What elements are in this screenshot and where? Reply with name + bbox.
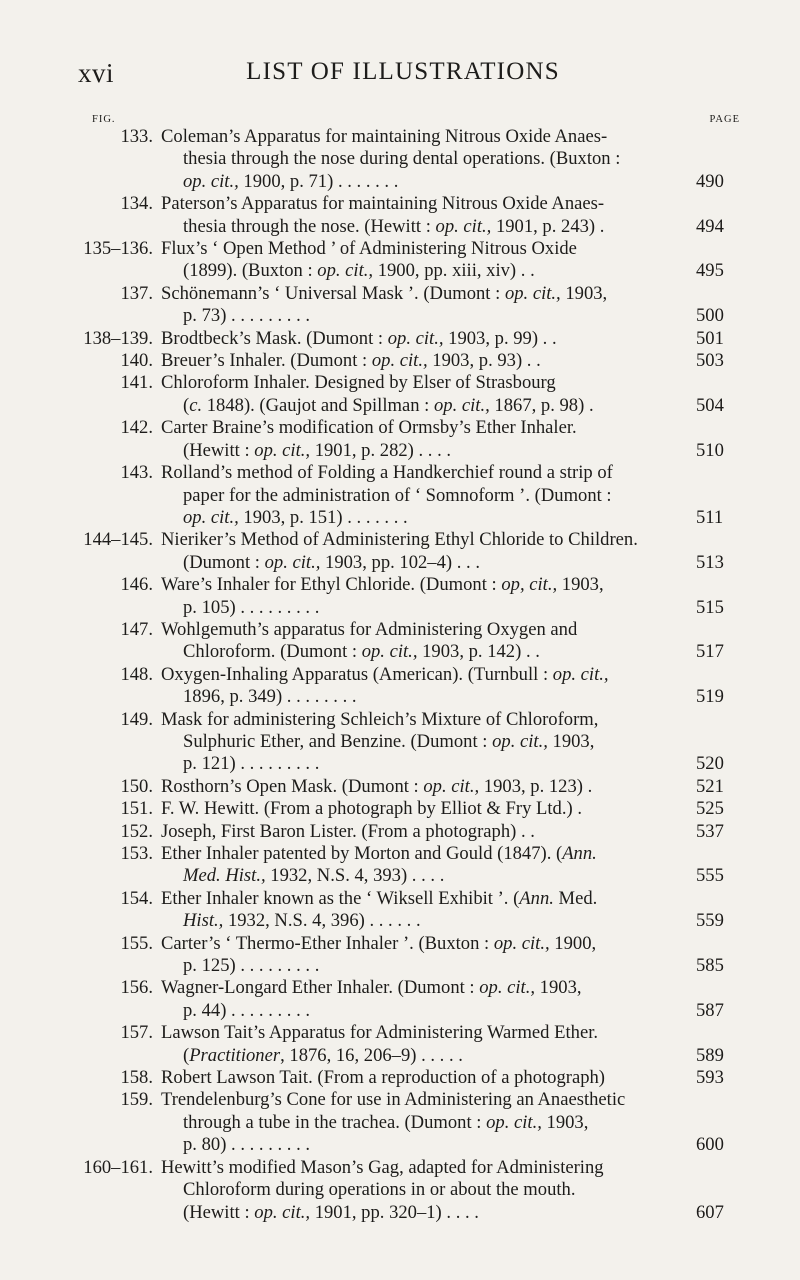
caption bbox=[161, 238, 683, 283]
figure-number: 141. bbox=[120, 372, 153, 394]
figure-number: 158. bbox=[120, 1067, 153, 1089]
page-ref: 515 bbox=[696, 596, 724, 618]
caption bbox=[161, 372, 683, 417]
list-item bbox=[0, 619, 800, 664]
caption bbox=[161, 888, 683, 933]
figure-number: 138–139. bbox=[83, 327, 153, 349]
list-item bbox=[0, 529, 800, 574]
caption-line: Paterson’s Apparatus for maintaining Nitrous Oxide Anaes- bbox=[161, 193, 605, 215]
caption-line: p. 121) . . . . . . . . . bbox=[183, 753, 320, 775]
list-item bbox=[0, 798, 800, 820]
page-ref: 513 bbox=[696, 551, 724, 573]
figure-number: 154. bbox=[120, 887, 153, 909]
caption-line: Ether Inhaler patented by Morton and Gould (1847). (Ann. bbox=[161, 843, 597, 864]
page-ref: 511 bbox=[696, 506, 724, 528]
page-ref: 517 bbox=[696, 641, 724, 663]
page-ref: 521 bbox=[696, 775, 724, 797]
illustration-list bbox=[0, 126, 800, 1224]
caption bbox=[161, 574, 683, 619]
figure-number: 160–161. bbox=[83, 1156, 153, 1178]
caption-line: paper for the administration of ‘ Somnoform ’. (Dumont : bbox=[183, 484, 612, 506]
caption-line: Hewitt’s modified Mason’s Gag, adapted for Administering bbox=[161, 1156, 604, 1178]
page-ref: 525 bbox=[696, 798, 724, 820]
page-ref: 587 bbox=[696, 999, 724, 1021]
figure-number: 159. bbox=[120, 1089, 153, 1111]
figure-number: 135–136. bbox=[83, 238, 153, 260]
caption-line: (Practitioner, 1876, 16, 206–9) . . . . . bbox=[183, 1044, 463, 1066]
figure-number: 144–145. bbox=[83, 529, 153, 551]
caption-line: thesia through the nose during dental operations. (Buxton : bbox=[183, 148, 621, 170]
caption-line: op. cit., 1900, p. 71) . . . . . . . bbox=[183, 170, 399, 192]
caption bbox=[161, 350, 683, 372]
fig-column-label: FIG. bbox=[92, 114, 116, 125]
list-item bbox=[0, 417, 800, 462]
figure-number: 134. bbox=[120, 193, 153, 215]
list-item bbox=[0, 372, 800, 417]
caption bbox=[161, 933, 683, 978]
caption-line: Rosthorn’s Open Mask. (Dumont : op. cit., 1903, p. 123) . bbox=[161, 775, 593, 797]
page-ref: 495 bbox=[696, 260, 724, 282]
page-number-roman: xvi bbox=[78, 58, 115, 88]
caption bbox=[161, 619, 683, 664]
caption bbox=[161, 1067, 683, 1089]
caption-line: (1899). (Buxton : op. cit., 1900, pp. xiii, xiv) . . bbox=[183, 260, 535, 282]
caption-line: p. 73) . . . . . . . . . bbox=[183, 305, 311, 327]
list-item bbox=[0, 193, 800, 238]
caption-line: Brodtbeck’s Mask. (Dumont : op. cit., 1903, p. 99) . . bbox=[161, 327, 557, 349]
figure-number: 147. bbox=[120, 618, 153, 640]
list-item bbox=[0, 709, 800, 776]
list-item bbox=[0, 350, 800, 372]
caption bbox=[161, 283, 683, 328]
caption-line: p. 80) . . . . . . . . . bbox=[183, 1134, 311, 1156]
caption-line: Mask for administering Schleich’s Mixture of Chloroform, bbox=[161, 708, 599, 730]
page-ref: 537 bbox=[696, 820, 724, 842]
caption-line: Chloroform Inhaler. Designed by Elser of Strasbourg bbox=[161, 372, 556, 394]
caption-line: Breuer’s Inhaler. (Dumont : op. cit., 1903, p. 93) . . bbox=[161, 350, 541, 372]
caption-line: Schönemann’s ‘ Universal Mask ’. (Dumont : op. cit., 1903, bbox=[161, 282, 608, 304]
figure-number: 140. bbox=[120, 350, 153, 372]
caption-line: Ether Inhaler known as the ‘ Wiksell Exhibit ’. (Ann. Med. bbox=[161, 887, 598, 909]
page-ref: 555 bbox=[696, 865, 724, 887]
caption-line: Oxygen-Inhaling Apparatus (American). (Turnbull : op. cit., bbox=[161, 663, 609, 685]
caption-line: Coleman’s Apparatus for maintaining Nitrous Oxide Anaes- bbox=[161, 126, 608, 147]
figure-number: 149. bbox=[120, 708, 153, 730]
caption-line: Robert Lawson Tait. (From a reproduction of a photograph) bbox=[161, 1067, 605, 1089]
list-item bbox=[0, 977, 800, 1022]
list-item bbox=[0, 821, 800, 843]
caption bbox=[161, 843, 683, 888]
caption bbox=[161, 328, 683, 350]
figure-number: 150. bbox=[120, 775, 153, 797]
caption-line: Trendelenburg’s Cone for use in Administering an Anaesthetic bbox=[161, 1089, 626, 1111]
caption-line: Chloroform. (Dumont : op. cit., 1903, p. 142) . . bbox=[183, 641, 540, 663]
caption bbox=[161, 126, 683, 193]
figure-number: 153. bbox=[120, 843, 153, 864]
caption bbox=[161, 529, 683, 574]
caption-line: Joseph, First Baron Lister. (From a photograph) . . bbox=[161, 820, 535, 842]
page-ref: 593 bbox=[696, 1067, 724, 1089]
page-ref: 490 bbox=[696, 170, 724, 192]
caption-line: p. 125) . . . . . . . . . bbox=[183, 955, 320, 977]
page-ref: 559 bbox=[696, 910, 724, 932]
list-item bbox=[0, 843, 800, 888]
running-title: LIST OF ILLUSTRATIONS bbox=[246, 58, 560, 85]
list-item bbox=[0, 664, 800, 709]
list-item bbox=[0, 1089, 800, 1156]
caption bbox=[161, 1089, 683, 1156]
figure-number: 142. bbox=[120, 417, 153, 439]
caption-line: p. 105) . . . . . . . . . bbox=[183, 596, 320, 618]
figure-number: 133. bbox=[120, 126, 153, 147]
caption-line: Hist., 1932, N.S. 4, 396) . . . . . . bbox=[183, 910, 421, 932]
caption bbox=[161, 1157, 683, 1224]
page-header bbox=[78, 58, 728, 98]
list-item bbox=[0, 462, 800, 529]
caption-line: p. 44) . . . . . . . . . bbox=[183, 999, 311, 1021]
caption-line: Wagner-Longard Ether Inhaler. (Dumont : op. cit., 1903, bbox=[161, 977, 582, 999]
caption bbox=[161, 462, 683, 529]
list-item bbox=[0, 238, 800, 283]
list-item bbox=[0, 574, 800, 619]
caption bbox=[161, 193, 683, 238]
caption-line: Lawson Tait’s Apparatus for Administering Warmed Ether. bbox=[161, 1022, 599, 1044]
list-item bbox=[0, 283, 800, 328]
page-ref: 503 bbox=[696, 350, 724, 372]
list-item bbox=[0, 776, 800, 798]
caption-line: (Hewitt : op. cit., 1901, p. 282) . . . . bbox=[183, 439, 452, 461]
caption-line: Med. Hist., 1932, N.S. 4, 393) . . . . bbox=[183, 865, 445, 887]
caption-line: Chloroform during operations in or about the mouth. bbox=[183, 1179, 576, 1201]
page-ref: 585 bbox=[696, 955, 724, 977]
caption-line: Carter’s ‘ Thermo-Ether Inhaler ’. (Buxton : op. cit., 1900, bbox=[161, 932, 597, 954]
caption-line: Ware’s Inhaler for Ethyl Chloride. (Dumont : op, cit., 1903, bbox=[161, 574, 604, 596]
page-ref: 501 bbox=[696, 327, 724, 349]
caption bbox=[161, 821, 683, 843]
caption-line: Wohlgemuth’s apparatus for Administering Oxygen and bbox=[161, 618, 578, 640]
caption bbox=[161, 776, 683, 798]
caption-line: (Hewitt : op. cit., 1901, pp. 320–1) . . . . bbox=[183, 1201, 479, 1223]
caption bbox=[161, 1022, 683, 1067]
page-ref: 494 bbox=[696, 215, 724, 237]
figure-number: 148. bbox=[120, 663, 153, 685]
caption-line: Flux’s ‘ Open Method ’ of Administering Nitrous Oxide bbox=[161, 238, 577, 260]
caption-line: Carter Braine’s modification of Ormsby’s Ether Inhaler. bbox=[161, 417, 577, 439]
caption bbox=[161, 664, 683, 709]
page-ref: 510 bbox=[696, 439, 724, 461]
caption bbox=[161, 709, 683, 776]
caption-line: through a tube in the trachea. (Dumont : op. cit., 1903, bbox=[183, 1111, 589, 1133]
figure-number: 143. bbox=[120, 462, 153, 484]
page-ref: 519 bbox=[696, 686, 724, 708]
caption-line: (Dumont : op. cit., 1903, pp. 102–4) . . . bbox=[183, 551, 480, 573]
list-item bbox=[0, 933, 800, 978]
caption-line: Sulphuric Ether, and Benzine. (Dumont : op. cit., 1903, bbox=[183, 730, 595, 752]
page-ref: 504 bbox=[696, 394, 724, 416]
caption bbox=[161, 417, 683, 462]
page-ref: 589 bbox=[696, 1044, 724, 1066]
caption bbox=[161, 798, 683, 820]
figure-number: 137. bbox=[120, 282, 153, 304]
caption-line: 1896, p. 349) . . . . . . . . bbox=[183, 686, 357, 708]
list-item bbox=[0, 888, 800, 933]
figure-number: 151. bbox=[120, 798, 153, 820]
page-ref: 600 bbox=[696, 1134, 724, 1156]
caption-line: F. W. Hewitt. (From a photograph by Elliot & Fry Ltd.) . bbox=[161, 798, 582, 820]
list-item bbox=[0, 1067, 800, 1089]
list-item bbox=[0, 1157, 800, 1224]
caption-line: op. cit., 1903, p. 151) . . . . . . . bbox=[183, 506, 408, 528]
caption-line: Rolland’s method of Folding a Handkerchief round a strip of bbox=[161, 462, 613, 484]
caption bbox=[161, 977, 683, 1022]
page-ref: 520 bbox=[696, 753, 724, 775]
figure-number: 157. bbox=[120, 1022, 153, 1044]
list-item bbox=[0, 1022, 800, 1067]
list-item bbox=[0, 126, 800, 193]
page-column-label: PAGE bbox=[709, 114, 740, 125]
caption-line: thesia through the nose. (Hewitt : op. cit., 1901, p. 243) . bbox=[183, 215, 605, 237]
figure-number: 156. bbox=[120, 977, 153, 999]
figure-number: 155. bbox=[120, 932, 153, 954]
figure-number: 152. bbox=[120, 820, 153, 842]
list-item bbox=[0, 328, 800, 350]
caption-line: (c. 1848). (Gaujot and Spillman : op. cit., 1867, p. 98) . bbox=[183, 394, 594, 416]
page-ref: 500 bbox=[696, 305, 724, 327]
caption-line: Nieriker’s Method of Administering Ethyl Chloride to Children. bbox=[161, 529, 638, 551]
figure-number: 146. bbox=[120, 574, 153, 596]
page-ref: 607 bbox=[696, 1201, 724, 1223]
